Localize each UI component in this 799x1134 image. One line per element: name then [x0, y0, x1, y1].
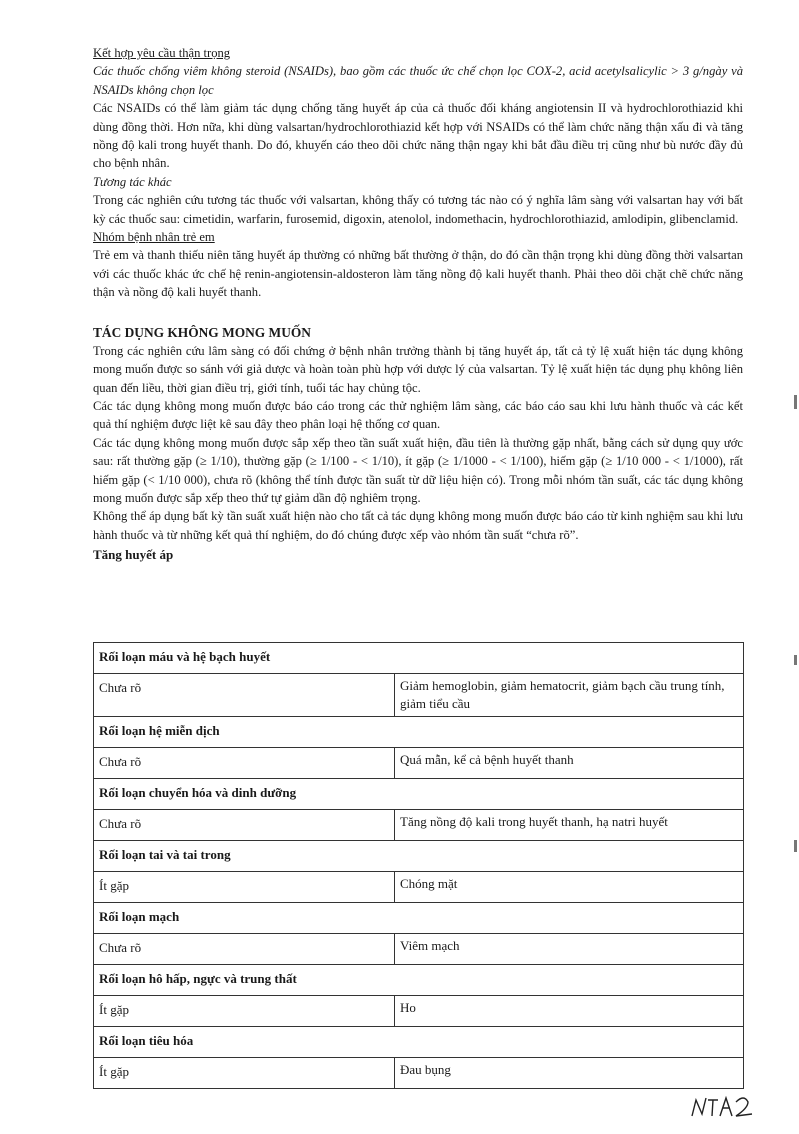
adverse-paragraph-4: Không thể áp dụng bất kỳ tần suất xuất hiện nào cho tất cả tác dụng không mong muốn được báo cáo từ kinh nghiệm sau khi lưu hành thuốc và từ những kết quả thí nghiệm, do đó chúng được xếp vào nhóm tần suất “chưa rõ”. [93, 509, 743, 542]
table-category-row [94, 965, 744, 996]
frequency-cell: Ít gặp [94, 1058, 395, 1089]
category-cell: Rối loạn tiêu hóa [94, 1027, 744, 1058]
scan-edge-mark [794, 655, 797, 665]
document-page [93, 44, 743, 564]
table-row [94, 872, 744, 903]
frequency-cell: Ít gặp [94, 996, 395, 1027]
frequency-cell: Chưa rõ [94, 748, 395, 779]
adverse-paragraph-2: Các tác dụng không mong muốn được báo cáo trong các thử nghiệm lâm sàng, các báo cáo sau khi lưu hành thuốc và các kết quả thí nghiệm được liệt kê sau đây theo phân loại hệ thống cơ quan. [93, 398, 743, 432]
frequency-cell: Chưa rõ [94, 810, 395, 841]
table-row [94, 934, 744, 965]
hypertension-subheading: Tăng huyết áp [93, 547, 174, 563]
table-category-row [94, 717, 744, 748]
pediatric-paragraph: Trẻ em và thanh thiếu niên tăng huyết áp thường có những bất thường ở thận, do đó cần thận trọng khi dùng đồng thời valsartan với các thuốc khác ức chế hệ renin-angiotensin-aldosteron làm tăng nồng độ kali huyết thanh. Phải theo dõi chặt chẽ chức năng thận và nồng độ kali huyết thanh. [93, 248, 743, 300]
other-interactions-paragraph: Trong các nghiên cứu tương tác thuốc với valsartan, không thấy có tương tác nào có ý nghĩa lâm sàng với valsartan hay với bất kỳ các thuốc sau: cimetidin, warfarin, furosemid, digoxin, atenolol, indomethacin, hydrochlorothiazid, amlodipin, glibenclamid. [93, 193, 743, 226]
frequency-cell: Chưa rõ [94, 934, 395, 965]
table-row [94, 748, 744, 779]
table-row [94, 996, 744, 1027]
adverse-paragraph-1: Trong các nghiên cứu lâm sàng có đối chứng ở bệnh nhân trưởng thành bị tăng huyết áp, tất cả tỷ lệ xuất hiện tác dụng không mong muốn được so sánh với giả dược và hoàn toàn phù hợp với dược lý của valsartan. Tỷ lệ xuất hiện tác dụng phụ không liên quan đến liều, thời gian điều trị, giới tính, tuổi tác hay chủng tộc. [93, 343, 743, 395]
heading-caution-combination: Kết hợp yêu cầu thận trọng [93, 46, 231, 60]
frequency-cell: Ít gặp [94, 872, 395, 903]
table-row [94, 1058, 744, 1089]
category-cell: Rối loạn hệ miễn dịch [94, 717, 744, 748]
category-cell: Rối loạn tai và tai trong [94, 841, 744, 872]
category-cell: Rối loạn hô hấp, ngực và trung thất [94, 965, 744, 996]
effect-cell: Giảm hemoglobin, giảm hematocrit, giảm bạch cầu trung tính, giảm tiểu cầu [395, 674, 744, 717]
effect-cell: Chóng mặt [395, 872, 744, 903]
adverse-paragraph-3: Các tác dụng không mong muốn được sắp xếp theo tần suất xuất hiện, đầu tiên là thường gặp nhất, bằng cách sử dụng quy ước sau: rất thường gặp (≥ 1/10), thường gặp (≥ 1/100 - < 1/10), ít gặp (≥ 1/1000 - < 1/100), hiếm gặp (≥ 1/10 000 - < 1/1000), rất hiếm gặp (< 1/10 000), chưa rõ (không thể tính được tần suất từ dữ liệu hiện có). Trong mỗi nhóm tần suất, các tác dụng không mong muốn được sắp xếp theo thứ tự giảm dần độ nghiêm trọng. [93, 435, 743, 505]
handwritten-signature [688, 1090, 768, 1122]
adverse-effects-title: TÁC DỤNG KHÔNG MONG MUỐN [93, 324, 311, 340]
effect-cell: Quá mẫn, kể cả bệnh huyết thanh [395, 748, 744, 779]
table-category-row [94, 643, 744, 674]
nsaids-italic-line: Các thuốc chống viêm không steroid (NSAIDs), bao gồm các thuốc ức chế chọn lọc COX-2, acid acetylsalicylic > 3 g/ngày và NSAIDs không chọn lọc [93, 64, 743, 97]
nsaids-paragraph: Các NSAIDs có thể làm giảm tác dụng chống tăng huyết áp của cả thuốc đối kháng angiotensin II và hydrochlorothiazid khi dùng đồng thời. Hơn nữa, khi dùng valsartan/hydrochlorothiazid kết hợp với NSAIDs có thể làm chức năng thận xấu đi và tăng nồng độ kali trong huyết thanh. Do đó, khuyến cáo theo dõi chức năng thận ngay khi bắt đầu điều trị cũng như bù nước đầy đủ cho bệnh nhân. [93, 101, 743, 171]
table-category-row [94, 841, 744, 872]
heading-other-interactions: Tương tác khác [93, 174, 172, 189]
table-category-row [94, 1027, 744, 1058]
table-category-row [94, 903, 744, 934]
effect-cell: Tăng nồng độ kali trong huyết thanh, hạ natri huyết [395, 810, 744, 841]
effect-cell: Viêm mạch [395, 934, 744, 965]
table-category-row [94, 779, 744, 810]
frequency-cell: Chưa rõ [94, 674, 395, 717]
table-row [94, 810, 744, 841]
table-row [94, 674, 744, 717]
category-cell: Rối loạn chuyển hóa và dinh dưỡng [94, 779, 744, 810]
scan-edge-mark [794, 395, 797, 409]
scan-edge-mark [794, 840, 797, 852]
category-cell: Rối loạn mạch [94, 903, 744, 934]
effect-cell: Ho [395, 996, 744, 1027]
effect-cell: Đau bụng [395, 1058, 744, 1089]
heading-pediatric: Nhóm bệnh nhân trẻ em [93, 230, 215, 245]
adverse-effects-table [93, 642, 744, 1089]
category-cell: Rối loạn máu và hệ bạch huyết [94, 643, 744, 674]
